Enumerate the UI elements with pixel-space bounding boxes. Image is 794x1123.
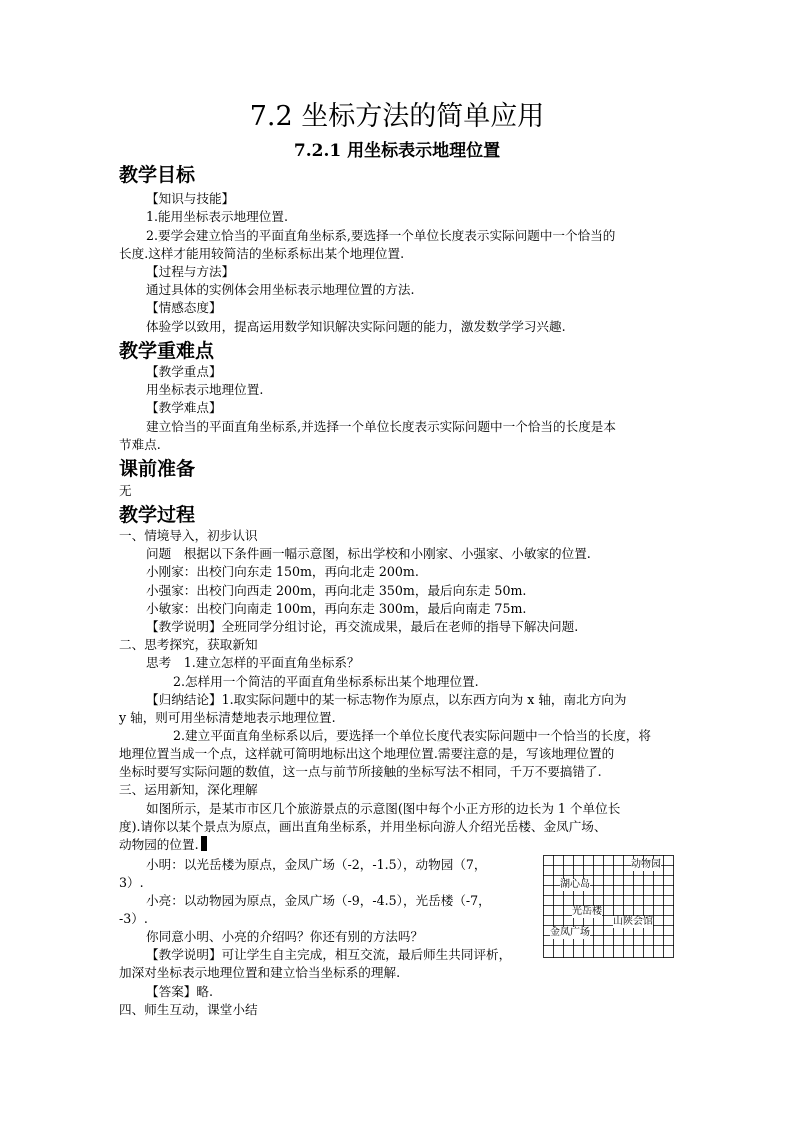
text-line: 2.建立平面直角坐标系以后，要选择一个单位长度代表实际问题中一个恰当的长度，将 [173, 728, 651, 743]
text-line: 【教学说明】可让学生自主完成，相互交流，最后师生共同评析， [146, 947, 512, 962]
text-line: 【教学说明】全班同学分组讨论，再交流成果，最后在老师的指导下解决问题. [146, 619, 579, 634]
text-line: 用坐标表示地理位置. [146, 382, 264, 397]
text-line: 节难点. [119, 437, 161, 452]
text-line: 无 [119, 483, 132, 498]
text-line: y 轴，则可用坐标清楚地表示地理位置. [119, 710, 336, 725]
text-line: 1.能用坐标表示地理位置. [146, 209, 288, 224]
text-line: 【知识与技能】 [146, 191, 235, 206]
text-line: 小明：以光岳楼为原点，金凤广场（-2，-1.5），动物园（7， [146, 857, 487, 872]
text-line: 体验学以致用，提高运用数学知识解决实际问题的能力，激发数学学习兴趣. [146, 319, 566, 334]
text-line: -3）. [119, 911, 148, 926]
text-line: 小亮：以动物园为原点，金凤广场（-9，-4.5），光岳楼（-7， [146, 893, 491, 908]
text-line: 长度.这样才能用较简洁的坐标系标出某个地理位置. [119, 246, 405, 261]
section-preparation-heading: 课前准备 [119, 458, 196, 480]
label-shanshan-hall: 山陕会馆 [613, 916, 653, 927]
scenic-spots-grid-figure [543, 855, 674, 958]
text-line: 三、运用新知，深化理解 [119, 782, 258, 797]
text-line: 一、情境导入，初步认识 [119, 528, 258, 543]
page-subtitle: 7.2.1 用坐标表示地理位置 [293, 141, 501, 161]
text-line: 【情感态度】 [146, 300, 222, 315]
text-line: 【归纳结论】1.取实际问题中的某一标志物作为原点，以东西方向为 x 轴，南北方向为 [146, 692, 627, 707]
text-line: 2.怎样用一个简洁的平面直角坐标系标出某个地理位置. [173, 674, 479, 689]
text-line: 【答案】略. [146, 984, 213, 999]
text-line: 3）. [119, 875, 144, 890]
text-line: 思考 1.建立怎样的平面直角坐标系？ [146, 655, 360, 670]
text-line: 坐标时要写实际问题的数值，这一点与前节所接触的坐标写法不相同，千万不要搞错了. [119, 764, 602, 779]
text-line: 小刚家：出校门向东走 150m，再向北走 200m. [146, 564, 419, 579]
section-objectives-heading: 教学目标 [119, 164, 196, 186]
text-line: 加深对坐标表示地理位置和建立恰当坐标系的理解. [119, 965, 401, 980]
text-line-with-cursor [119, 836, 207, 854]
text-line: 你同意小明、小亮的介绍吗？你还有别的方法吗？ [146, 929, 424, 944]
text-line: 问题 根据以下条件画一幅示意图，标出学校和小刚家、小强家、小敏家的位置. [146, 546, 591, 561]
text-line: 地理位置当成一个点，这样就可简明地标出这个地理位置.需要注意的是，写该地理位置的 [119, 746, 615, 761]
text-line: 【教学重点】 [146, 364, 222, 379]
section-key-points-heading: 教学重难点 [119, 340, 215, 362]
text-line: 通过具体的实例体会用坐标表示地理位置的方法. [146, 282, 415, 297]
text-line: 【教学难点】 [146, 400, 222, 415]
text-line: 如图所示，是某市市区几个旅游景点的示意图(图中每个小正方形的边长为 1 个单位长 [146, 801, 621, 816]
text-line: 【过程与方法】 [146, 264, 235, 279]
text-line: 小敏家：出校门向南走 100m，再向东走 300m，最后向南走 75m. [146, 601, 527, 616]
text-line: 度).请你以某个景点为原点，画出直角坐标系，并用坐标向游人介绍光岳楼、金凤广场、 [119, 819, 607, 834]
label-jinfeng-square: 金凤广场 [550, 927, 590, 938]
text-line: 2.要学会建立恰当的平面直角坐标系,要选择一个单位长度表示实际问题中一个恰当的 [146, 228, 616, 243]
page-title: 7.2 坐标方法的简单应用 [249, 101, 545, 132]
section-process-heading: 教学过程 [119, 504, 196, 526]
label-guangyue-tower: 光岳楼 [572, 906, 602, 917]
text-line: 二、思考探究，获取新知 [119, 637, 258, 652]
text-line: 动物园的位置. [119, 837, 199, 852]
text-line: 四、师生互动，课堂小结 [119, 1002, 258, 1017]
label-zoo: 动物园 [631, 859, 661, 870]
label-lake-island: 湖心岛 [560, 879, 590, 890]
text-line: 小强家：出校门向西走 200m，再向北走 350m，最后向东走 50m. [146, 583, 527, 598]
text-line: 建立恰当的平面直角坐标系,并选择一个单位长度表示实际问题中一个恰当的长度是本 [146, 419, 616, 434]
text-cursor [201, 836, 207, 851]
